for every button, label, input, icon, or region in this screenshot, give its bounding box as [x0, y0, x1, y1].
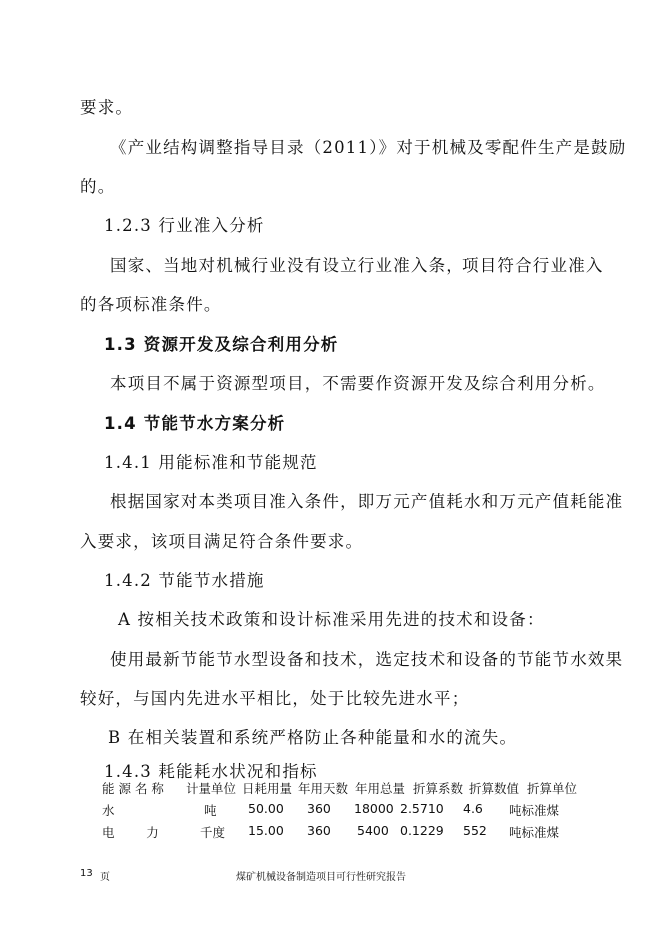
table-cell: 吨标准煤: [509, 803, 560, 818]
table-cell: 5400: [357, 823, 389, 838]
table-cell: 吨标准煤: [509, 825, 560, 840]
table-cell: 4.6: [463, 801, 483, 816]
table-cell: 50.00: [248, 801, 284, 816]
table-cell: 0.1229: [400, 823, 444, 838]
section-heading: 1.4.1 用能标准和节能规范: [104, 453, 318, 472]
paragraph-text: 本项目不属于资源型项目，不需要作资源开发及综合利用分析。: [110, 374, 606, 393]
paragraph-text: 国家、当地对机械行业没有设立行业准入条，: [110, 256, 464, 275]
section-heading: 1.3 资源开发及综合利用分析: [104, 335, 339, 354]
table-cell: 2.5710: [400, 801, 444, 816]
paragraph-text: A 按相关技术政策和设计标准采用先进的技术和设备：: [118, 610, 545, 629]
table-cell: 360: [307, 801, 331, 816]
table-header-cell: 折算系数: [413, 781, 464, 796]
table-cell: 吨: [204, 803, 217, 818]
paragraph-text: 《产业结构调整指导目录（2011）》对于机械及零配件生产是鼓励: [110, 138, 627, 157]
table-cell: 18000: [354, 801, 394, 816]
section-heading: 1.4.3 耗能耗水状况和指标: [104, 762, 318, 781]
table-header-cell: 计量单位: [186, 781, 237, 796]
paragraph-text: 项目符合行业准入: [462, 256, 604, 275]
table-header-cell: 折算数值: [469, 781, 520, 796]
table-cell: 360: [307, 823, 331, 838]
section-heading: 1.2.3 行业准入分析: [104, 216, 265, 235]
paragraph-text: 的。: [80, 177, 116, 196]
paragraph-text: 的各项标准条件。: [80, 295, 222, 314]
table-header-cell: 年用天数: [298, 781, 349, 796]
paragraph-text: 要求。: [80, 98, 134, 117]
table-header-cell: 折算单位: [527, 781, 578, 796]
paragraph-text: 使用最新节能节水型设备和技术，选定技术和设备的节能节水效果: [110, 650, 624, 669]
paragraph-text: B 在相关装置和系统严格防止各种能量和水的流失。: [108, 728, 518, 747]
table-cell: 水: [102, 803, 115, 818]
table-cell: 552: [463, 823, 487, 838]
section-heading: 1.4.2 节能节水措施: [104, 571, 265, 590]
table-header-cell: 日耗用量: [242, 781, 293, 796]
paragraph-text: 根据国家对本类项目准入条件，即万元产值耗水和万元产值耗能准: [110, 492, 624, 511]
table-header-row: [102, 779, 582, 797]
paragraph-text: 入要求，该项目满足符合条件要求。: [80, 532, 364, 551]
report-title: 煤矿机械设备制造项目可行性研究报告: [236, 872, 406, 883]
table-cell: 15.00: [248, 823, 284, 838]
table-cell: 千度: [200, 825, 226, 840]
table-row: [102, 823, 582, 841]
section-heading: 1.4 节能节水方案分析: [104, 414, 286, 433]
table-header-cell: 能 源 名 称: [102, 781, 164, 796]
table-cell: 电 力: [102, 825, 159, 840]
page-number: 13: [80, 868, 93, 879]
page-label: 页: [100, 872, 110, 883]
paragraph-text: 较好，与国内先进水平相比，处于比较先进水平；: [80, 689, 470, 708]
table-row: [102, 801, 582, 819]
table-header-cell: 年用总量: [355, 781, 406, 796]
